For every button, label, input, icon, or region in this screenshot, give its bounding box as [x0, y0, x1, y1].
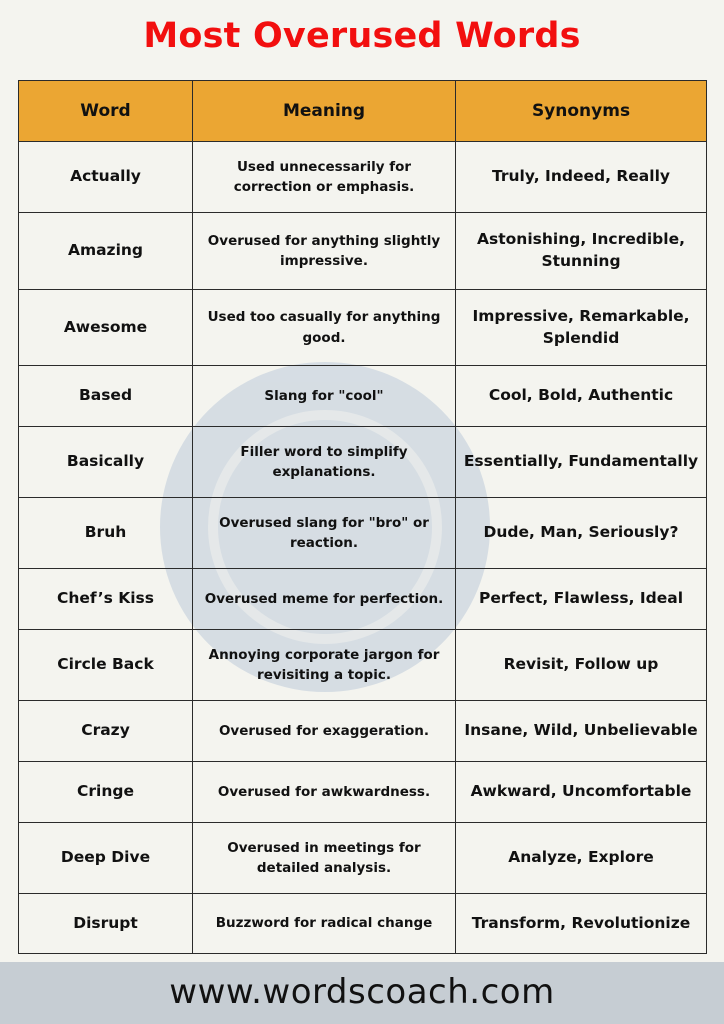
table-row	[19, 213, 707, 290]
cell-synonyms: Impressive, Remarkable, Splendid	[456, 290, 707, 366]
table-row	[19, 142, 707, 213]
cell-meaning: Overused slang for "bro" or reaction.	[193, 498, 456, 569]
cell-meaning: Used too casually for anything good.	[193, 290, 456, 366]
cell-synonyms: Analyze, Explore	[456, 823, 707, 894]
cell-word: Disrupt	[19, 894, 193, 954]
table-row	[19, 762, 707, 823]
cell-synonyms: Dude, Man, Seriously?	[456, 498, 707, 569]
table-row	[19, 498, 707, 569]
cell-word: Actually	[19, 142, 193, 213]
cell-synonyms: Cool, Bold, Authentic	[456, 366, 707, 427]
cell-meaning: Overused meme for perfection.	[193, 569, 456, 630]
table-header-row	[19, 81, 707, 142]
header-synonyms: Synonyms	[456, 81, 707, 142]
cell-synonyms: Truly, Indeed, Really	[456, 142, 707, 213]
cell-synonyms: Astonishing, Incredible, Stunning	[456, 213, 707, 290]
cell-meaning: Used unnecessarily for correction or emphasis.	[193, 142, 456, 213]
cell-synonyms: Perfect, Flawless, Ideal	[456, 569, 707, 630]
cell-synonyms: Transform, Revolutionize	[456, 894, 707, 954]
page-title: Most Overused Words	[143, 16, 581, 56]
cell-meaning: Buzzword for radical change	[193, 894, 456, 954]
cell-meaning: Slang for "cool"	[193, 366, 456, 427]
table-row	[19, 823, 707, 894]
cell-word: Based	[19, 366, 193, 427]
table-row	[19, 290, 707, 366]
cell-word: Circle Back	[19, 630, 193, 701]
cell-meaning: Annoying corporate jargon for revisiting a topic.	[193, 630, 456, 701]
cell-meaning: Overused for awkwardness.	[193, 762, 456, 823]
cell-synonyms: Essentially, Fundamentally	[456, 427, 707, 498]
cell-word: Bruh	[19, 498, 193, 569]
cell-word: Amazing	[19, 213, 193, 290]
header-meaning: Meaning	[193, 81, 456, 142]
table-row	[19, 701, 707, 762]
table-row	[19, 366, 707, 427]
cell-word: Basically	[19, 427, 193, 498]
table-row	[19, 630, 707, 701]
cell-synonyms: Insane, Wild, Unbelievable	[456, 701, 707, 762]
cell-meaning: Overused for anything slightly impressive.	[193, 213, 456, 290]
table-row	[19, 569, 707, 630]
footer-url[interactable]: www.wordscoach.com	[0, 962, 724, 1024]
cell-word: Chef’s Kiss	[19, 569, 193, 630]
cell-word: Crazy	[19, 701, 193, 762]
cell-meaning: Overused for exaggeration.	[193, 701, 456, 762]
table-row	[19, 894, 707, 954]
cell-synonyms: Revisit, Follow up	[456, 630, 707, 701]
cell-word: Awesome	[19, 290, 193, 366]
cell-word: Deep Dive	[19, 823, 193, 894]
cell-meaning: Overused in meetings for detailed analysis.	[193, 823, 456, 894]
cell-meaning: Filler word to simplify explanations.	[193, 427, 456, 498]
header-word: Word	[19, 81, 193, 142]
cell-synonyms: Awkward, Uncomfortable	[456, 762, 707, 823]
words-table	[18, 80, 707, 954]
table-row	[19, 427, 707, 498]
cell-word: Cringe	[19, 762, 193, 823]
